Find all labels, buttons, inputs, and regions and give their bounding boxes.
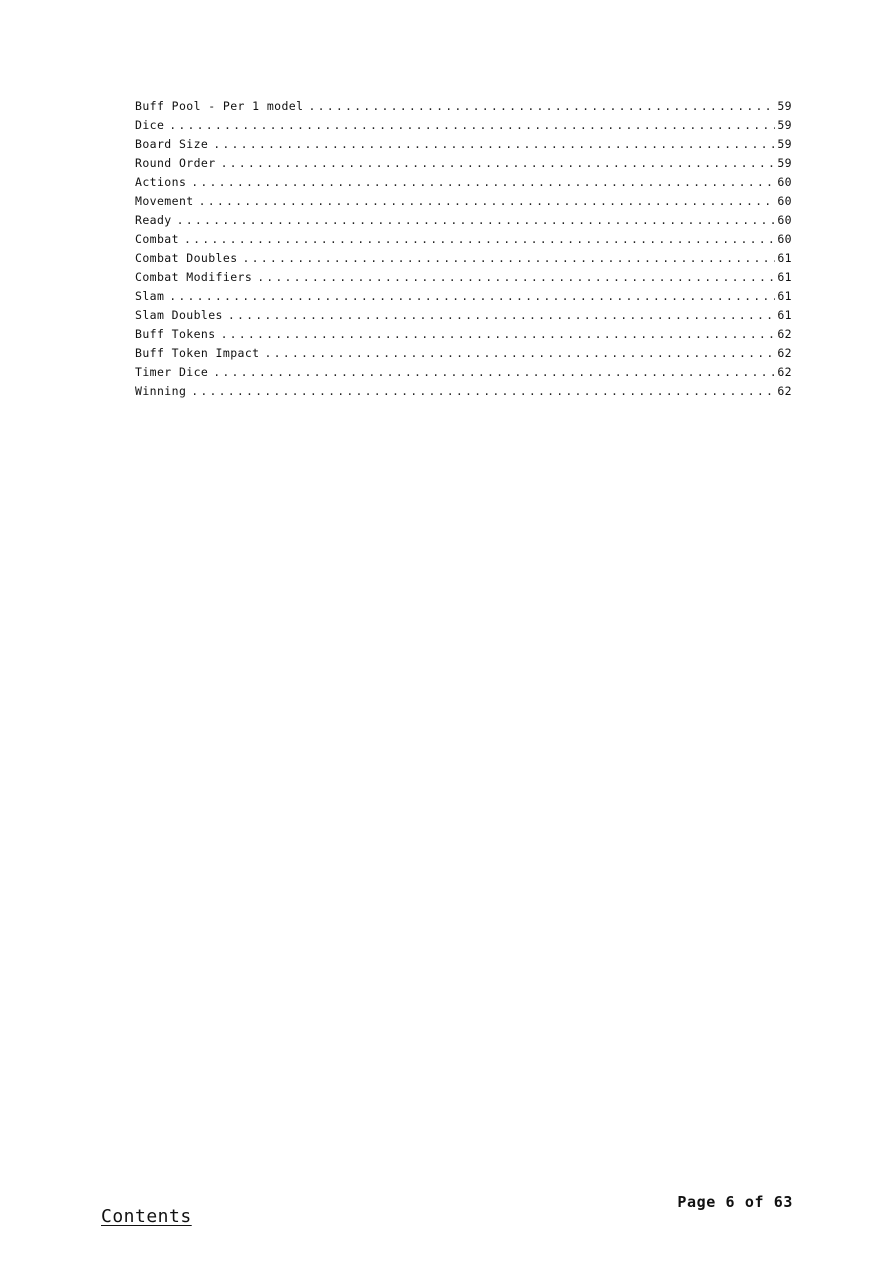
toc-entry-title: Actions — [135, 175, 187, 189]
toc-leader-dots — [169, 287, 775, 306]
toc-leader-dots — [199, 192, 776, 211]
page-prefix: Page — [677, 1193, 716, 1211]
toc-leader-dots — [169, 116, 775, 135]
toc-entry-title: Dice — [135, 118, 165, 132]
toc-entry-title: Buff Pool - Per 1 model — [135, 99, 304, 113]
toc-entry-title: Winning — [135, 384, 187, 398]
toc-leader-dots — [221, 325, 776, 344]
toc-entry-page: 62 — [777, 365, 792, 379]
toc-entry-board-size[interactable] — [135, 135, 792, 154]
toc-entry-title: Board Size — [135, 137, 209, 151]
toc-entry-actions[interactable] — [135, 173, 792, 192]
toc-leader-dots — [177, 211, 776, 230]
toc-entry-title: Ready — [135, 213, 172, 227]
toc-entry-buff-token-impact[interactable] — [135, 344, 792, 363]
toc-leader-dots — [308, 97, 775, 116]
toc-leader-dots — [213, 135, 775, 154]
toc-entry-page: 59 — [777, 118, 792, 132]
toc-leader-dots — [243, 249, 776, 268]
toc-entry-page: 61 — [777, 308, 792, 322]
page-number-indicator — [677, 1193, 793, 1211]
toc-entry-title: Combat — [135, 232, 179, 246]
toc-entry-page: 60 — [777, 194, 792, 208]
toc-leader-dots — [257, 268, 775, 287]
toc-entry-title: Buff Token Impact — [135, 346, 260, 360]
toc-entry-buff-pool[interactable] — [135, 97, 792, 116]
toc-entry-combat-modifiers[interactable] — [135, 268, 792, 287]
toc-entry-movement[interactable] — [135, 192, 792, 211]
page-of-label: of — [744, 1193, 765, 1211]
toc-entry-page: 62 — [777, 346, 792, 360]
toc-entry-ready[interactable] — [135, 211, 792, 230]
toc-leader-dots — [213, 363, 775, 382]
toc-entry-timer-dice[interactable] — [135, 363, 792, 382]
toc-entry-page: 59 — [777, 156, 792, 170]
toc-entry-title: Movement — [135, 194, 194, 208]
table-of-contents — [135, 97, 792, 401]
toc-entry-buff-tokens[interactable] — [135, 325, 792, 344]
toc-entry-page: 62 — [777, 384, 792, 398]
toc-entry-page: 59 — [777, 99, 792, 113]
toc-entry-page: 62 — [777, 327, 792, 341]
toc-entry-combat[interactable] — [135, 230, 792, 249]
toc-entry-title: Combat Doubles — [135, 251, 238, 265]
toc-entry-title: Slam — [135, 289, 165, 303]
toc-entry-page: 61 — [777, 270, 792, 284]
toc-entry-page: 60 — [777, 175, 792, 189]
toc-entry-title: Buff Tokens — [135, 327, 216, 341]
toc-entry-page: 60 — [777, 213, 792, 227]
toc-entry-page: 61 — [777, 251, 792, 265]
toc-leader-dots — [228, 306, 775, 325]
toc-leader-dots — [191, 382, 775, 401]
toc-leader-dots — [265, 344, 776, 363]
toc-entry-title: Slam Doubles — [135, 308, 223, 322]
toc-leader-dots — [191, 173, 775, 192]
toc-entry-slam[interactable] — [135, 287, 792, 306]
total-pages-number: 63 — [773, 1193, 793, 1211]
toc-entry-title: Timer Dice — [135, 365, 209, 379]
toc-entry-round-order[interactable] — [135, 154, 792, 173]
toc-entry-page: 60 — [777, 232, 792, 246]
toc-leader-dots — [184, 230, 775, 249]
toc-entry-page: 61 — [777, 289, 792, 303]
toc-entry-slam-doubles[interactable] — [135, 306, 792, 325]
toc-entry-winning[interactable] — [135, 382, 792, 401]
toc-entry-dice[interactable] — [135, 116, 792, 135]
toc-entry-page: 59 — [777, 137, 792, 151]
current-page-number: 6 — [725, 1193, 736, 1211]
toc-leader-dots — [221, 154, 776, 173]
toc-entry-combat-doubles[interactable] — [135, 249, 792, 268]
contents-link[interactable]: Contents — [101, 1206, 192, 1227]
toc-entry-title: Combat Modifiers — [135, 270, 253, 284]
toc-entry-title: Round Order — [135, 156, 216, 170]
